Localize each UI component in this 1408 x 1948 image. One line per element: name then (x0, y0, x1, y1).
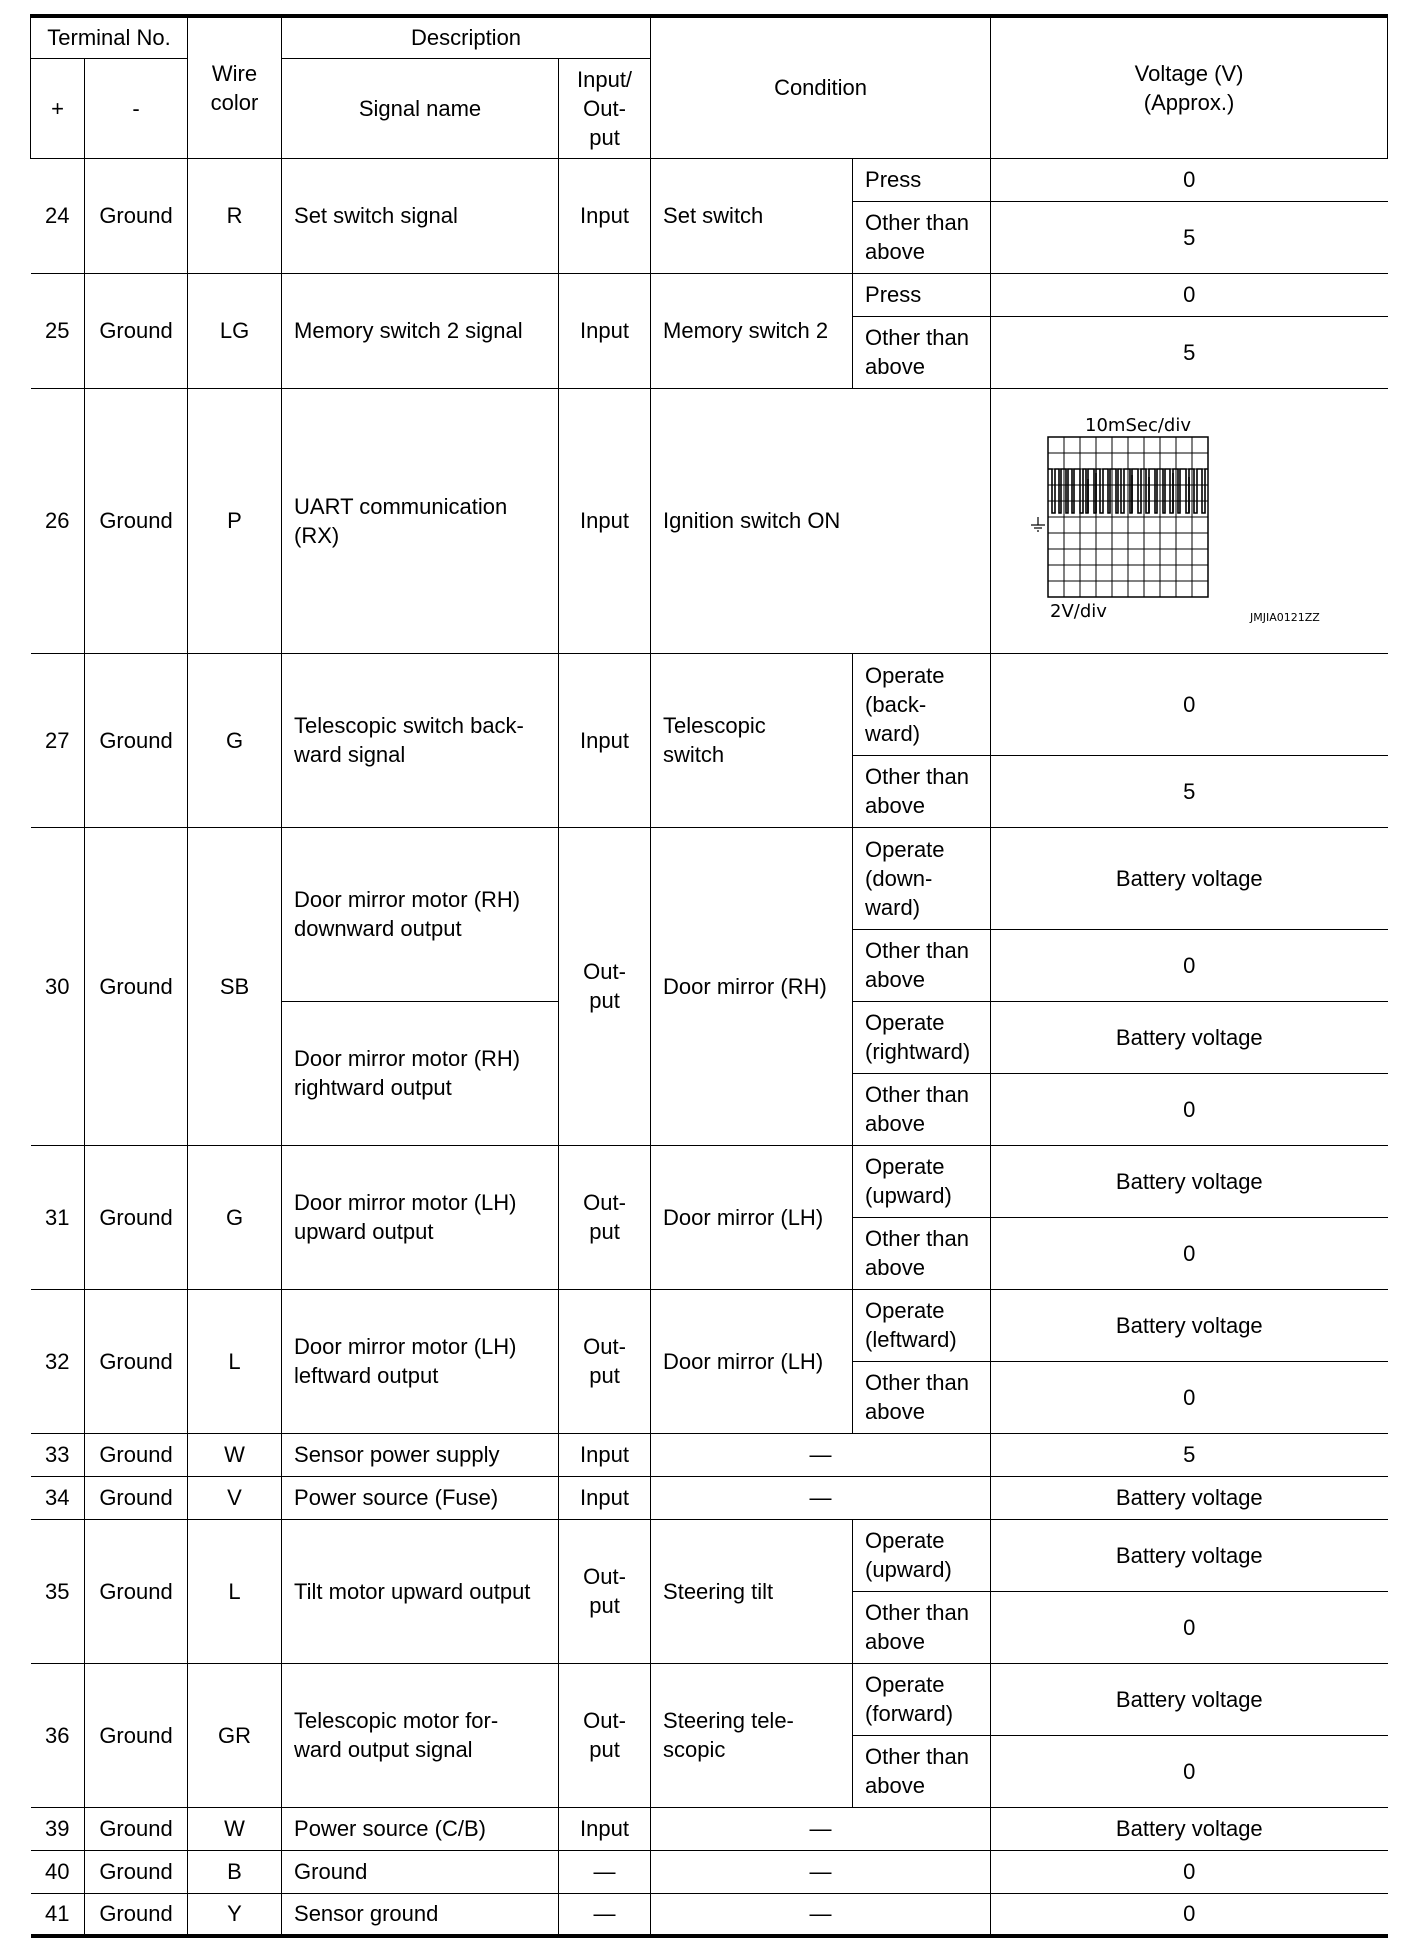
wire-color: G (188, 653, 282, 827)
voltage: 0 (991, 1361, 1388, 1433)
condition: — (651, 1433, 991, 1476)
voltage: Battery voltage (991, 1663, 1388, 1735)
waveform-cell (991, 388, 1388, 653)
voltage: Battery voltage (991, 1001, 1388, 1073)
wire-color-header: Wire color (188, 16, 282, 158)
sub-condition: Other than above (853, 201, 991, 273)
sub-condition: Operate (upward) (853, 1145, 991, 1217)
voltage: Battery voltage (991, 1807, 1388, 1850)
wire-color: SB (188, 827, 282, 1145)
voltage: Battery voltage (991, 1476, 1388, 1519)
sub-condition: Other than above (853, 1073, 991, 1145)
condition: — (651, 1807, 991, 1850)
condition: Door mirror (RH) (651, 827, 853, 1145)
terminal-plus: 31 (31, 1145, 85, 1289)
table-row (31, 1893, 1388, 1936)
table-row (31, 1663, 1388, 1735)
io: Out- put (559, 1289, 651, 1433)
terminal-plus: 32 (31, 1289, 85, 1433)
plus-header: + (31, 58, 85, 158)
oscilloscope-waveform (1028, 413, 1368, 628)
signal-name: Sensor ground (282, 1893, 559, 1936)
io: Out- put (559, 1145, 651, 1289)
wire-color: L (188, 1519, 282, 1663)
terminal-plus: 27 (31, 653, 85, 827)
terminal-plus: 40 (31, 1850, 85, 1893)
signal-name: Door mirror motor (LH) leftward output (282, 1289, 559, 1433)
table-row (31, 827, 1388, 929)
terminal-minus: Ground (85, 1807, 188, 1850)
io: Input (559, 158, 651, 273)
sub-condition: Other than above (853, 929, 991, 1001)
sub-condition: Operate (leftward) (853, 1289, 991, 1361)
terminal-plus: 39 (31, 1807, 85, 1850)
voltage: 0 (991, 158, 1388, 201)
voltage: 0 (991, 929, 1388, 1001)
terminal-plus: 30 (31, 827, 85, 1145)
terminal-minus: Ground (85, 1145, 188, 1289)
voltage: Battery voltage (991, 1519, 1388, 1591)
sub-condition: Other than above (853, 1361, 991, 1433)
voltage-scale-label: 2V/div (1049, 601, 1107, 622)
time-scale-label: 10mSec/div (1084, 415, 1191, 436)
voltage: 0 (991, 1850, 1388, 1893)
voltage: 0 (991, 1073, 1388, 1145)
sub-condition: Other than above (853, 755, 991, 827)
ground-symbol (1031, 517, 1045, 531)
condition: — (651, 1893, 991, 1936)
sub-condition: Press (853, 158, 991, 201)
voltage: 0 (991, 273, 1388, 316)
terminal-minus: Ground (85, 1893, 188, 1936)
terminal-minus: Ground (85, 1663, 188, 1807)
sub-condition: Operate (rightward) (853, 1001, 991, 1073)
terminal-minus: Ground (85, 827, 188, 1145)
terminal-plus: 35 (31, 1519, 85, 1663)
table-row (31, 158, 1388, 201)
terminal-minus: Ground (85, 388, 188, 653)
io: Input (559, 388, 651, 653)
io: Out- put (559, 1663, 651, 1807)
voltage: 5 (991, 316, 1388, 388)
terminal-plus: 25 (31, 273, 85, 388)
signal-name: Telescopic motor for- ward output signal (282, 1663, 559, 1807)
sub-condition: Operate (forward) (853, 1663, 991, 1735)
voltage: 0 (991, 653, 1388, 755)
condition: Steering tilt (651, 1519, 853, 1663)
terminal-minus: Ground (85, 1476, 188, 1519)
wire-color: P (188, 388, 282, 653)
table-row (31, 1476, 1388, 1519)
wire-color: W (188, 1433, 282, 1476)
terminal-table (30, 14, 1388, 1938)
sub-condition: Other than above (853, 1735, 991, 1807)
condition: — (651, 1476, 991, 1519)
wire-color: GR (188, 1663, 282, 1807)
condition: Set switch (651, 158, 853, 273)
terminal-minus: Ground (85, 273, 188, 388)
table-row (31, 1289, 1388, 1361)
terminal-plus: 24 (31, 158, 85, 273)
condition: Memory switch 2 (651, 273, 853, 388)
condition: — (651, 1850, 991, 1893)
terminal-minus: Ground (85, 653, 188, 827)
signal-name: Telescopic switch back- ward signal (282, 653, 559, 827)
voltage: 0 (991, 1591, 1388, 1663)
terminal-no-header: Terminal No. (31, 16, 188, 58)
io: Out- put (559, 1519, 651, 1663)
table-row (31, 1519, 1388, 1591)
wire-color: LG (188, 273, 282, 388)
io: Input (559, 653, 651, 827)
wire-color: W (188, 1807, 282, 1850)
voltage: 0 (991, 1217, 1388, 1289)
signal-name: Power source (Fuse) (282, 1476, 559, 1519)
voltage-header: Voltage (V) (Approx.) (991, 16, 1388, 158)
figure-id: JMJIA0121ZZ (1249, 611, 1320, 624)
terminal-minus: Ground (85, 158, 188, 273)
voltage: Battery voltage (991, 827, 1388, 929)
terminal-plus: 34 (31, 1476, 85, 1519)
wire-color: R (188, 158, 282, 273)
io: Input (559, 273, 651, 388)
condition: Steering tele- scopic (651, 1663, 853, 1807)
sub-condition: Press (853, 273, 991, 316)
signal-name: Ground (282, 1850, 559, 1893)
voltage: 0 (991, 1735, 1388, 1807)
condition: Door mirror (LH) (651, 1289, 853, 1433)
table-row (31, 1807, 1388, 1850)
voltage: Battery voltage (991, 1145, 1388, 1217)
signal-name: Set switch signal (282, 158, 559, 273)
sub-condition: Other than above (853, 1217, 991, 1289)
sub-condition: Operate (upward) (853, 1519, 991, 1591)
io-header: Input/ Out- put (559, 58, 651, 158)
signal-name: UART communication (RX) (282, 388, 559, 653)
signal-name: Power source (C/B) (282, 1807, 559, 1850)
io: — (559, 1893, 651, 1936)
sub-condition: Other than above (853, 316, 991, 388)
terminal-plus: 33 (31, 1433, 85, 1476)
signal-name: Door mirror motor (LH) upward output (282, 1145, 559, 1289)
wire-color: V (188, 1476, 282, 1519)
sub-condition: Operate (back- ward) (853, 653, 991, 755)
terminal-plus: 36 (31, 1663, 85, 1807)
io: Input (559, 1476, 651, 1519)
voltage: 5 (991, 755, 1388, 827)
table-row (31, 653, 1388, 755)
table-row (31, 273, 1388, 316)
condition-header: Condition (651, 16, 991, 158)
signal-name: Tilt motor upward output (282, 1519, 559, 1663)
voltage: 5 (991, 201, 1388, 273)
signal-name-header: Signal name (282, 58, 559, 158)
description-header: Description (282, 16, 651, 58)
wire-color: B (188, 1850, 282, 1893)
table-row (31, 388, 1388, 653)
minus-header: - (85, 58, 188, 158)
terminal-plus: 41 (31, 1893, 85, 1936)
terminal-minus: Ground (85, 1519, 188, 1663)
condition: Door mirror (LH) (651, 1145, 853, 1289)
terminal-minus: Ground (85, 1289, 188, 1433)
terminal-plus: 26 (31, 388, 85, 653)
sub-condition: Other than above (853, 1591, 991, 1663)
signal-name: Sensor power supply (282, 1433, 559, 1476)
voltage: Battery voltage (991, 1289, 1388, 1361)
table-row (31, 1433, 1388, 1476)
wire-color: Y (188, 1893, 282, 1936)
condition: Ignition switch ON (651, 388, 991, 653)
io: Out- put (559, 827, 651, 1145)
io: Input (559, 1807, 651, 1850)
voltage: 0 (991, 1893, 1388, 1936)
io: — (559, 1850, 651, 1893)
terminal-minus: Ground (85, 1433, 188, 1476)
condition: Telescopic switch (651, 653, 853, 827)
table-row (31, 1850, 1388, 1893)
sub-condition: Operate (down- ward) (853, 827, 991, 929)
io: Input (559, 1433, 651, 1476)
voltage: 5 (991, 1433, 1388, 1476)
terminal-minus: Ground (85, 1850, 188, 1893)
wire-color: L (188, 1289, 282, 1433)
signal-name: Door mirror motor (RH) rightward output (282, 1001, 559, 1145)
wire-color: G (188, 1145, 282, 1289)
signal-name: Door mirror motor (RH) downward output (282, 827, 559, 1001)
signal-name: Memory switch 2 signal (282, 273, 559, 388)
table-row (31, 1145, 1388, 1217)
